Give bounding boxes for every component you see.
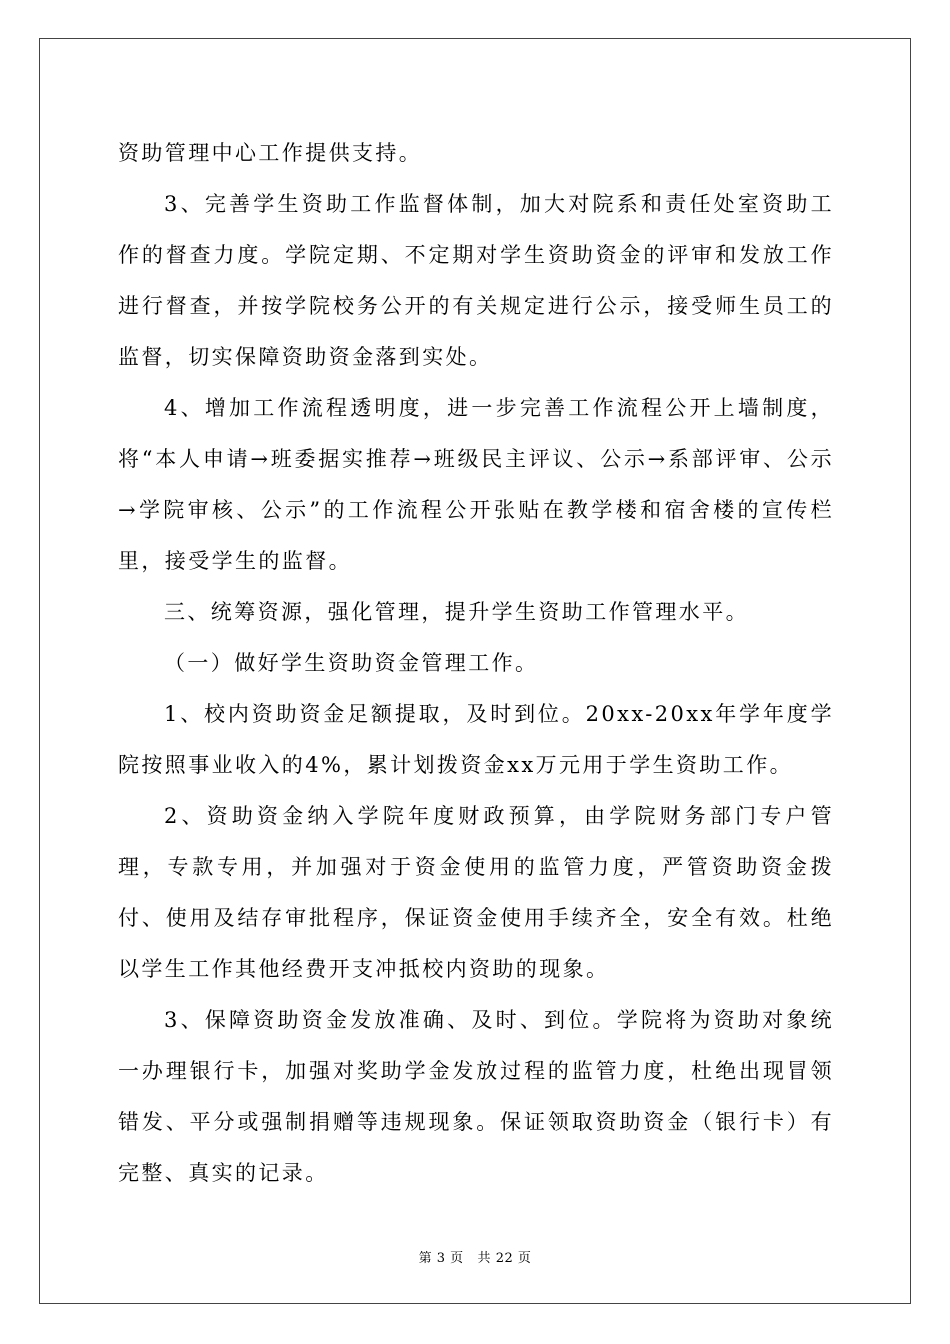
paragraph-item-1-funding: 1、校内资助资金足额提取，及时到位。20xx-20xx年学年度学院按照事业收入的4%，累计划拨资金xx万元用于学生资助工作。: [118, 702, 834, 777]
paragraph-item-4-transparency: 4、增加工作流程透明度，进一步完善工作流程公开上墙制度，将“本人申请→班委据实推荐→班级民主评议、公示→系部评审、公示→学院审核、公示”的工作流程公开张贴在教学楼和宿舍楼的宣传栏里，接受学生的监督。: [118, 396, 834, 573]
document-body: [118, 128, 834, 1199]
page-footer: 第 3 页 共 22 页: [418, 1251, 532, 1266]
paragraph-item-3-disbursement: 3、保障资助资金发放准确、及时、到位。学院将为资助对象统一办理银行卡，加强对奖助学金发放过程的监管力度，杜绝出现冒领错发、平分或强制捐赠等违规现象。保证领取资助资金（银行卡）有完整、真实的记录。: [118, 1008, 834, 1185]
paragraph-continuation: 资助管理中心工作提供支持。: [118, 141, 423, 165]
section-heading-three: 三、统筹资源，强化管理，提升学生资助工作管理水平。: [164, 600, 749, 624]
subsection-heading-one: （一）做好学生资助资金管理工作。: [164, 651, 539, 675]
paragraph-item-2-budget: 2、资助资金纳入学院年度财政预算，由学院财务部门专户管理，专款专用，并加强对于资金使用的监管力度，严管资助资金拨付、使用及结存审批程序，保证资金使用手续齐全，安全有效。杜绝以学生工作其他经费开支冲抵校内资助的现象。: [118, 804, 834, 981]
paragraph-item-3-supervision: 3、完善学生资助工作监督体制，加大对院系和责任处室资助工作的督查力度。学院定期、不定期对学生资助资金的评审和发放工作进行督查，并按学院校务公开的有关规定进行公示，接受师生员工的监督，切实保障资助资金落到实处。: [118, 192, 834, 369]
